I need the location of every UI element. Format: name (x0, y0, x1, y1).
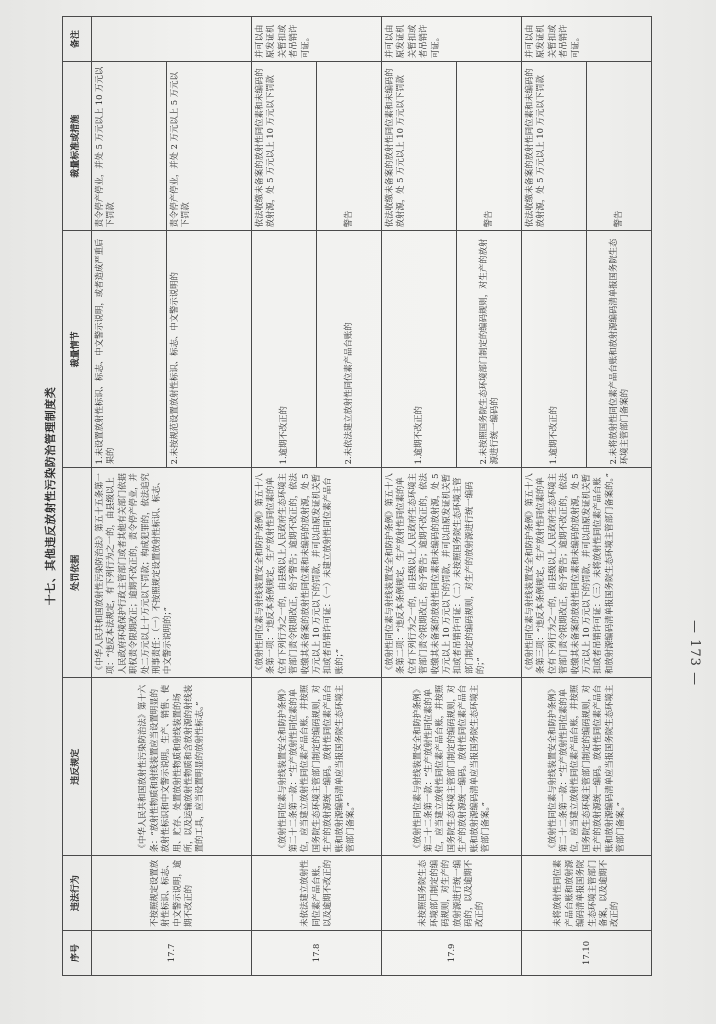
violated-rule: 《放射性同位素与射线装置安全和防护条例》第二十二条第一款：“生产放射性同位素的单位，应当建立放射性同位素产品台账，并按照国务院生态环境主管部门制定的编码规则，对生产的放射源统一编码。放射性同位素产品台账和放射源编码清单应当报国务院生态环境主管部门备案。” (252, 678, 382, 856)
measure-cell: 警告 (457, 62, 522, 231)
violated-rule: 《中华人民共和国放射性污染防治法》第十六条：“放射性物质和射线装置应当设置明显的放射性标识和中文警示说明。生产、销售、使用、贮存、处置放射性物质和射线装置的场所，以及运输放射性物质和含放射源的射线装置的工具，应当设置明显的放射性标志。” (92, 678, 252, 856)
rotated-table-wrapper (40, 16, 660, 976)
situation-cell: 2.未按规范设置放射性标识、标志、中文警示说明的 (167, 231, 252, 468)
situation-cell: 2.未依法建立放射性同位素产品台账的 (317, 231, 382, 468)
table-row (522, 17, 587, 976)
section-title: 十七、其他违反放射性污染防治管理制度类 (44, 386, 57, 606)
table-row (382, 17, 457, 976)
situation-cell: 2.未将放射性同位素产品台账和放射源编码清单报国务院生态环境主管部门备案的 (587, 231, 652, 468)
table-row (252, 17, 317, 976)
violated-rule: 《放射性同位素与射线装置安全和防护条例》第二十二条第一款：“生产放射性同位素的单位，应当建立放射性同位素产品台账，并按照国务院生态环境主管部门制定的编码规则，对生产的放射源统一编码。放射性同位素产品台账和放射源编码清单应当报国务院生态环境主管部门备案。” (382, 678, 522, 856)
header-measure: 裁量标准或措施 (63, 62, 92, 231)
header-basis: 处罚依据 (63, 468, 92, 678)
table-row (92, 17, 167, 976)
header-no: 序号 (63, 930, 92, 975)
header-situation: 裁量情节 (63, 231, 92, 468)
penalty-basis: 《放射性同位素与射线装置安全和防护条例》第五十八条第三项：“违反本条例规定，生产放射性同位素的单位有下列行为之一的，由县级以上人民政府生态环境主管部门责令限期改正，给予警告；逾期不改正的，依法收缴其未备案的放射性同位素和未编码的放射源，处 5 万元以上 10 万元以下的罚款，并可以由原发证机关暂扣或者吊销许可证：（三）未将放射性同位素产品台账和放射源编码清单报国务院生态环境主管部门备案的。” (522, 468, 652, 678)
header-remark: 备注 (63, 17, 92, 62)
violated-rule: 《放射性同位素与射线装置安全和防护条例》第二十二条第一款：“生产放射性同位素的单位，应当建立放射性同位素产品台账，并按照国务院生态环境主管部门制定的编码规则，对生产的放射源统一编码。放射性同位素产品台账和放射源编码清单应当报国务院生态环境主管部门备案。” (522, 678, 652, 856)
table-header-row (63, 17, 92, 976)
penalty-basis: 《中华人民共和国放射性污染防治法》第五十五条第一项：“违反本法规定，有下列行为之一的，由县级以上人民政府环境保护行政主管部门或者其他有关部门依据职权责令限期改正；逾期不改正的，责令停产停业，并处二万元以上十万元以下罚款；构成犯罪的，依法追究刑事责任：（一）不按照规定设置放射性标识、标志、中文警示说明的；” (92, 468, 252, 678)
remark-cell: 并可以由原发证机关暂扣或者吊销许可证。 (382, 17, 522, 62)
page-number: — 173 — (687, 620, 702, 687)
remark-cell (92, 17, 252, 62)
violation-act: 未依法建立放射性同位素产品台账，以及逾期不改正的 (252, 856, 382, 930)
violation-act: 未将放射性同位素产品台账和放射源编码清单报国务院生态环境主管部门备案，以及逾期不改正的 (522, 856, 652, 930)
measure-cell: 依法收缴未备案的放射性同位素和未编码的放射源，处 5 万元以上 10 万元以下罚款 (522, 62, 587, 231)
measure-cell: 责令停产停业，并处 5 万元以上 10 万元以下罚款 (92, 62, 167, 231)
situation-cell: 1.逾期不改正的 (252, 231, 317, 468)
situation-cell: 2.未按照国务院生态环境部门制定的编码规则，对生产的放射源进行统一编码的 (457, 231, 522, 468)
row-number: 17.10 (522, 930, 652, 975)
penalty-table (62, 16, 652, 976)
violation-act: 不按照规定设置放射性标识、标志、中文警示说明，逾期不改正的 (92, 856, 252, 930)
remark-cell: 并可以由原发证机关暂扣或者吊销许可证。 (522, 17, 652, 62)
situation-cell: 1.未设置放射性标识、标志、中文警示说明，或者造成严重后果的 (92, 231, 167, 468)
penalty-basis: 《放射性同位素与射线装置安全和防护条例》第五十八条第一项：“违反本条例规定，生产放射性同位素的单位有下列行为之一的，由县级以上人民政府生态环境主管部门责令限期改正，给予警告；逾期不改正的，依法收缴其未备案的放射性同位素和未编码的放射源，处 5 万元以上 10 万元以下的罚款，并可以由原发证机关暂扣或者吊销许可证：（一）未建立放射性同位素产品台账的；” (252, 468, 382, 678)
row-number: 17.7 (92, 930, 252, 975)
situation-cell: 1.逾期不改正的 (382, 231, 457, 468)
measure-cell: 责令停产停业，并处 2 万元以上 5 万元以下罚款 (167, 62, 252, 231)
violation-act: 未按照国务院生态环境部门制定的编码规则，对生产的放射源进行统一编码的，以及逾期不改正的 (382, 856, 522, 930)
penalty-basis: 《放射性同位素与射线装置安全和防护条例》第五十八条第二项：“违反本条例规定，生产放射性同位素的单位有下列行为之一的，由县级以上人民政府生态环境主管部门责令限期改正，给予警告；逾期不改正的，依法收缴其未备案的放射性同位素和未编码的放射源，处 5 万元以上 10 万元以下的罚款，并可以由原发证机关暂扣或者吊销许可证：（二）未按照国务院生态环境主管部门制定的编码规则，对生产的放射源进行统一编码的；” (382, 468, 522, 678)
measure-cell: 依法收缴未备案的放射性同位素和未编码的放射源，处 5 万元以上 10 万元以下罚款 (382, 62, 457, 231)
measure-cell: 依法收缴未备案的放射性同位素和未编码的放射源，处 5 万元以上 10 万元以下罚款 (252, 62, 317, 231)
row-number: 17.8 (252, 930, 382, 975)
situation-cell: 1.逾期不改正的 (522, 231, 587, 468)
header-act: 违法行为 (63, 856, 92, 930)
row-number: 17.9 (382, 930, 522, 975)
measure-cell: 警告 (587, 62, 652, 231)
header-rule: 违反规定 (63, 678, 92, 856)
measure-cell: 警告 (317, 62, 382, 231)
remark-cell: 并可以由原发证机关暂扣或者吊销许可证。 (252, 17, 382, 62)
